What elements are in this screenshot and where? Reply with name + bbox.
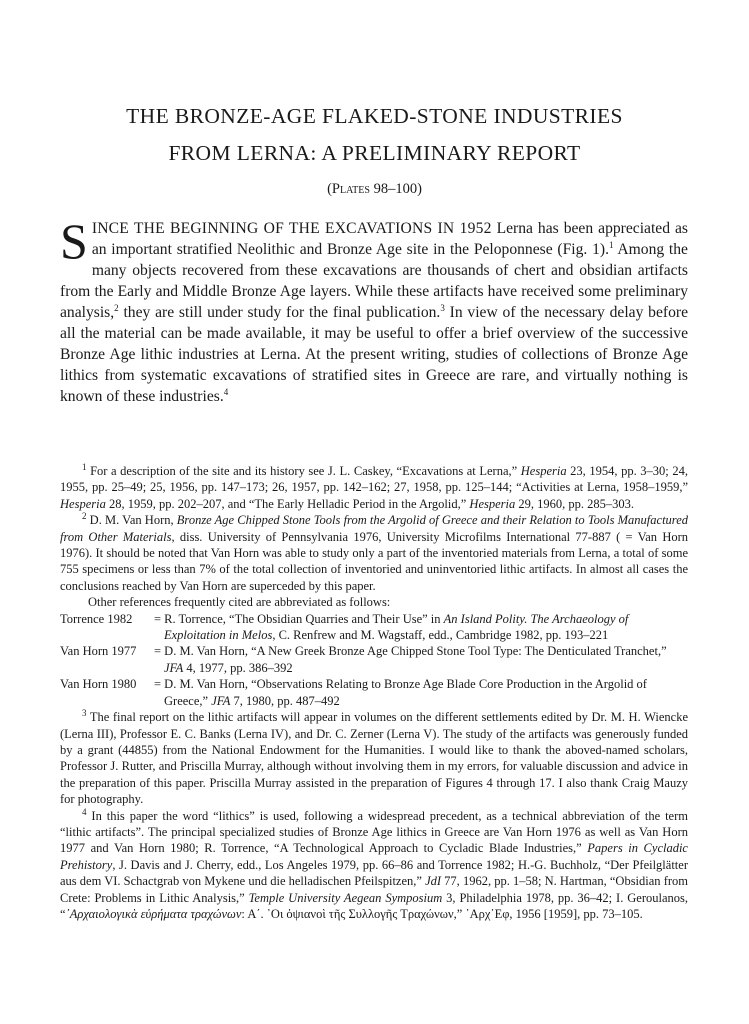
journal-title: Hesperia	[520, 464, 567, 478]
reference-value	[154, 611, 688, 644]
footnote-text: 29, 1960, pp. 285–303.	[515, 496, 634, 511]
body-paragraph	[60, 213, 688, 407]
footnote-ref-1[interactable]: 1	[608, 239, 614, 250]
footnote-text: The final report on the lithic artifacts will appear in volumes on the different settlements edited by Dr. M. H. Wiencke (Lerna III), Professor E. C. Banks (Lerna IV), and Dr. C. Zerner (Lerna V). The study of the artifacts was generously funded by a grant (44855) from the National Endowment for the Humanities. I would like to thank the aboved-named scholars, Professor J. Rutter, and Priscilla Murray, although without involving them in my errors, for valuable discussion and advice in the preparation of this paper. Priscilla Murray assisted in the preparation of Figures 4 through 17. I also thank Craig Mauzy for photography.	[60, 710, 688, 807]
footnote-text: 23, 1954, pp. 3–30; 24, 1955, pp. 25–49; 25, 1956, pp. 147–173; 26, 1957, pp. 142–162; 27, 1958, pp. 125–144; “Activities at Lerna, 1958–1959,”	[60, 464, 688, 495]
footnote-text: In this paper the word “lithics” is used, following a widespread precedent, as a technical abbreviation of the term “lithic artifacts”. The principal specialized studies of Bronze Age lithics in Greece are Van Horn 1976 as well as Van Horn 1977 and Van Horn 1980; R. Torrence, “A Technological Approach to Cycladic Blade Industries,”	[60, 808, 688, 856]
reference-value	[154, 676, 688, 709]
journal-title: Hesperia	[60, 496, 106, 511]
footnote-text: 28, 1959, pp. 202–207, and “The Early Helladic Period in the Argolid,”	[105, 496, 470, 511]
footnote-3	[60, 709, 688, 807]
book-title: An Island Polity. The Archaeology of Exploitation in Melos	[164, 611, 629, 643]
body-text-part-3: they are still under study for the final publication.	[118, 304, 441, 321]
footnote-text: For a description of the site and its history see J. L. Caskey, “Excavations at Lerna,”	[86, 464, 521, 478]
reference-entry-van-horn-1977	[60, 643, 688, 676]
footnotes	[60, 463, 688, 922]
footnote-text: , diss. University of Pennsylvania 1976, University Microfilms International 77-887 ( = Van Horn 1976). It should be noted that Van Horn was able to study only a part of the inventoried materials from Lerna, a total of some 755 specimens or less than 7% of the total collection of inventoried and uninventoried lithic artifacts. In almost all cases the conclusions reached by Van Horn are superceded by this paper.	[60, 529, 689, 593]
footnote-number: 2	[82, 511, 87, 522]
article-title-line-2: FROM LERNA: A PRELIMINARY REPORT	[168, 141, 581, 165]
reference-key: Van Horn 1980	[60, 677, 137, 692]
footnote-text: 77, 1962, pp. 1–58; N. Hartman, “Obsidian from Crete: Problems in Lithic Analysis,”	[60, 874, 688, 905]
body-text-part-1: Lerna has been appreciated as an important stratified Neolithic and Bronze Age site in the Peloponnese (Fig. 1).	[91, 220, 688, 258]
reference-entry-van-horn-1980	[60, 676, 688, 709]
footnote-ref-3[interactable]: 3	[440, 302, 445, 313]
book-title: Bronze Age Chipped Stone Tools from the Argolid of Greece and their Relation to Tools Manufactured from Other Materials	[60, 513, 688, 544]
footnote-1	[60, 463, 688, 512]
body-text-part-4: In view of the necessary delay before all the material can be made available, it may be useful to offer a brief overview of the successive Bronze Age lithic industries at Lerna. At the present writing, studies of collections of Bronze Age lithics from systematic excavations of stratified sites in Greece are rare, and virtually nothing is known of these industries.	[60, 304, 688, 405]
reference-key: Van Horn 1977	[60, 644, 137, 659]
footnote-number: 3	[82, 707, 87, 718]
article-title-line-1: THE BRONZE-AGE FLAKED-STONE INDUSTRIES	[126, 104, 623, 128]
journal-title: JFA	[164, 660, 184, 675]
plates-reference: (Plates 98–100)	[327, 181, 422, 197]
reference-text: = R. Torrence, “The Obsidian Quarries and Their Use” in	[154, 611, 444, 626]
journal-title: JFA	[211, 693, 231, 708]
references-intro: Other references frequently cited are abbreviated as follows:	[88, 595, 391, 610]
footnote-number: 1	[82, 461, 87, 472]
reference-text: = D. M. Van Horn, “A New Greek Bronze Age Chipped Stone Tool Type: The Denticulated Tranchet,”	[154, 644, 667, 659]
reference-text: 4, 1977, pp. 386–392	[183, 660, 293, 675]
reference-key: Torrence 1982	[60, 611, 133, 626]
footnote-text: 3, Philadelphia 1978, pp. 36–42; I. Geroulanos, “	[60, 890, 688, 921]
greek-title: ᾿Αρχαιολογικὰ εὑρήματα τραχώνων	[65, 906, 242, 921]
footnote-text: : Α΄. ᾿Οι ὀψιανοὶ τῆς Συλλογῆς Τραχώνων,” ᾿Αρχ᾿Εφ, 1956 [1959], pp. 73–105.	[241, 906, 643, 921]
reference-text: 7, 1980, pp. 487–492	[230, 693, 340, 708]
footnote-ref-2[interactable]: 2	[114, 302, 119, 313]
book-title: Temple University Aegean Symposium	[248, 890, 443, 905]
footnote-number: 4	[82, 806, 87, 817]
footnote-text: D. M. Van Horn,	[86, 513, 177, 528]
footnote-text: , J. Davis and J. Cherry, edd., Los Angeles 1979, pp. 66–86 and Torrence 1982; H.-G. Buchholz, “Der Pfeilglätter aus dem VI. Schactgrab von Mykene und die helladischen Pfeilspitzen,”	[60, 857, 688, 889]
journal-title: JdI	[425, 874, 442, 889]
book-title: Papers in Cycladic Prehistory	[60, 841, 688, 872]
reference-text: = D. M. Van Horn, “Observations Relating to Bronze Age Blade Core Production in the Argolid of Greece,”	[154, 677, 647, 708]
reference-value	[154, 643, 688, 676]
journal-title: Hesperia	[469, 496, 516, 511]
footnote-ref-4[interactable]: 4	[223, 386, 229, 397]
drop-cap: S	[60, 213, 88, 269]
reference-text: , C. Renfrew and M. Wagstaff, edd., Cambridge 1982, pp. 193–221	[272, 628, 609, 643]
reference-entry-torrence-1982	[60, 611, 688, 644]
lead-in-caps: INCE THE BEGINNING OF THE EXCAVATIONS IN 1952	[91, 220, 492, 237]
footnote-2	[60, 512, 688, 594]
body-text-part-2: Among the many objects recovered from these excavations are thousands of chert and obsidian artifacts from the Early and Middle Bronze Age layers. While these artifacts have received some preliminary analysis,	[60, 241, 688, 321]
footnote-4	[60, 808, 688, 923]
